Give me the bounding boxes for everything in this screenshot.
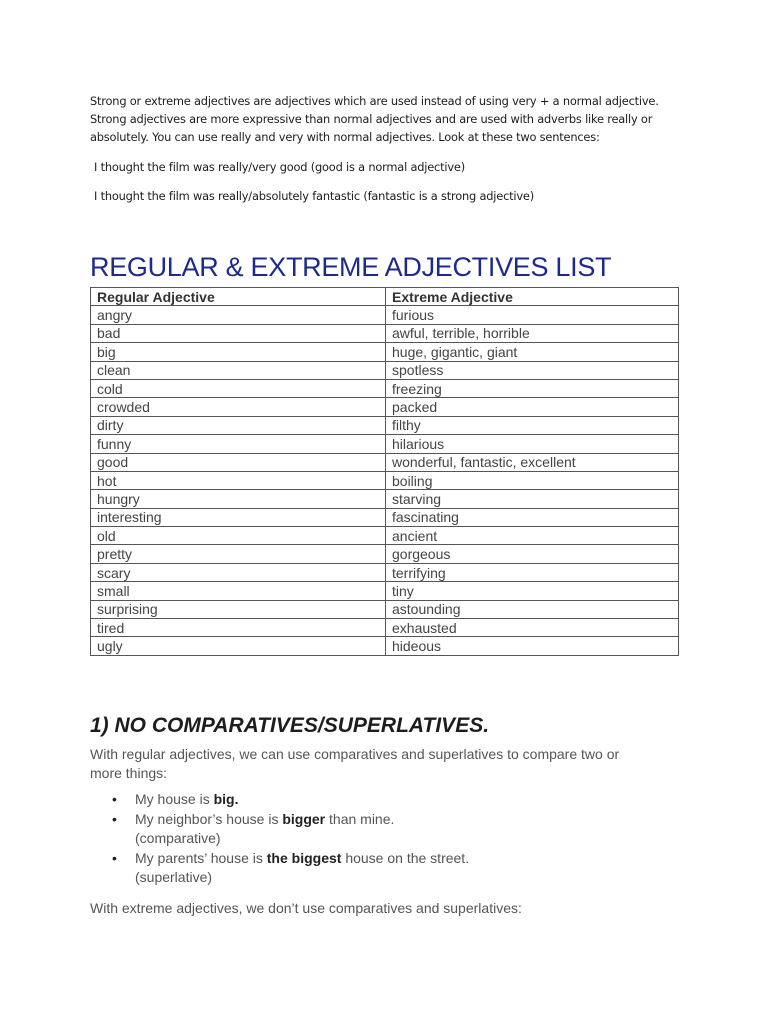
extreme-adjective-cell: boiling (386, 471, 679, 489)
item-text: My house is (135, 791, 214, 807)
example-sentence-2: I thought the film was really/absolutely fantastic (fantastic is a strong adjective) (94, 189, 534, 203)
regular-adjective-cell: old (91, 527, 386, 545)
table-row (91, 324, 679, 342)
column-header-regular: Regular Adjective (91, 288, 386, 306)
table-row (91, 453, 679, 471)
example-list (90, 790, 469, 888)
item-text: My neighbor’s house is (135, 810, 283, 827)
extreme-adjective-cell: astounding (386, 600, 679, 618)
extreme-adjective-cell: gorgeous (386, 545, 679, 563)
table-body (91, 306, 679, 655)
extreme-adjective-cell: packed (386, 398, 679, 416)
table-row (91, 527, 679, 545)
table-row (91, 416, 679, 434)
regular-adjective-cell: ugly (91, 637, 386, 655)
extreme-adjective-cell: freezing (386, 379, 679, 397)
regular-adjective-cell: scary (91, 563, 386, 581)
paragraph-line: With regular adjectives, we can use comparatives and superlatives to compare two or (90, 746, 620, 762)
item-bold: the biggest (266, 849, 342, 866)
intro-paragraph (90, 92, 680, 146)
extreme-adjective-cell: huge, gigantic, giant (386, 343, 679, 361)
extreme-adjective-cell: tiny (386, 582, 679, 600)
intro-line: Strong or extreme adjectives are adjectives which are used instead of using very + a normal adjective. (90, 94, 659, 108)
regular-adjective-cell: interesting (91, 508, 386, 526)
table-row (91, 545, 679, 563)
intro-line: absolutely. You can use really and very with normal adjectives. Look at these two sentences: (90, 130, 600, 144)
regular-adjective-cell: hungry (91, 490, 386, 508)
list-item (90, 810, 469, 849)
section-paragraph (90, 745, 690, 783)
regular-adjective-cell: tired (91, 619, 386, 637)
regular-adjective-cell: good (91, 453, 386, 471)
list-item (90, 790, 469, 810)
column-header-extreme: Extreme Adjective (386, 288, 679, 306)
adjectives-table (90, 287, 679, 656)
extreme-adjective-cell: hideous (386, 637, 679, 655)
regular-adjective-cell: pretty (91, 545, 386, 563)
list-heading: REGULAR & EXTREME ADJECTIVES LIST (90, 252, 612, 282)
table-row (91, 582, 679, 600)
item-note: (superlative) (135, 869, 213, 885)
regular-adjective-cell: hot (91, 471, 386, 489)
table-row (91, 435, 679, 453)
intro-line: Strong adjectives are more expressive than normal adjectives and are used with adverbs like really or (90, 112, 653, 126)
table-row (91, 563, 679, 581)
item-text: house on the street. (341, 849, 470, 866)
table-header-row (91, 288, 679, 306)
table-row (91, 343, 679, 361)
item-bold: big. (213, 791, 239, 807)
regular-adjective-cell: crowded (91, 398, 386, 416)
bullet: • (112, 849, 117, 866)
extreme-adjective-cell: fascinating (386, 508, 679, 526)
example-sentence-1: I thought the film was really/very good (good is a normal adjective) (94, 160, 465, 174)
regular-adjective-cell: cold (91, 379, 386, 397)
list-item (90, 849, 469, 888)
regular-adjective-cell: angry (91, 306, 386, 324)
table-row (91, 306, 679, 324)
table-row (91, 619, 679, 637)
item-note: (comparative) (135, 830, 221, 846)
bullet: • (112, 810, 117, 827)
table-row (91, 490, 679, 508)
closing-paragraph: With extreme adjectives, we don’t use comparatives and superlatives: (90, 900, 522, 916)
extreme-adjective-cell: awful, terrible, horrible (386, 324, 679, 342)
table-row (91, 637, 679, 655)
regular-adjective-cell: small (91, 582, 386, 600)
extreme-adjective-cell: furious (386, 306, 679, 324)
item-text: than mine. (325, 810, 395, 827)
table-row (91, 600, 679, 618)
paragraph-line: more things: (90, 765, 168, 781)
extreme-adjective-cell: hilarious (386, 435, 679, 453)
table-row (91, 361, 679, 379)
regular-adjective-cell: surprising (91, 600, 386, 618)
table-row (91, 379, 679, 397)
extreme-adjective-cell: starving (386, 490, 679, 508)
regular-adjective-cell: funny (91, 435, 386, 453)
regular-adjective-cell: dirty (91, 416, 386, 434)
section-heading: 1) NO COMPARATIVES/SUPERLATIVES. (90, 714, 490, 737)
regular-adjective-cell: bad (91, 324, 386, 342)
regular-adjective-cell: big (91, 343, 386, 361)
extreme-adjective-cell: filthy (386, 416, 679, 434)
table-row (91, 471, 679, 489)
bullet: • (112, 791, 117, 807)
table-row (91, 398, 679, 416)
regular-adjective-cell: clean (91, 361, 386, 379)
item-text: My parents’ house is (135, 849, 267, 866)
extreme-adjective-cell: terrifying (386, 563, 679, 581)
extreme-adjective-cell: wonderful, fantastic, excellent (386, 453, 679, 471)
item-bold: bigger (282, 810, 326, 827)
table-row (91, 508, 679, 526)
extreme-adjective-cell: exhausted (386, 619, 679, 637)
extreme-adjective-cell: ancient (386, 527, 679, 545)
extreme-adjective-cell: spotless (386, 361, 679, 379)
